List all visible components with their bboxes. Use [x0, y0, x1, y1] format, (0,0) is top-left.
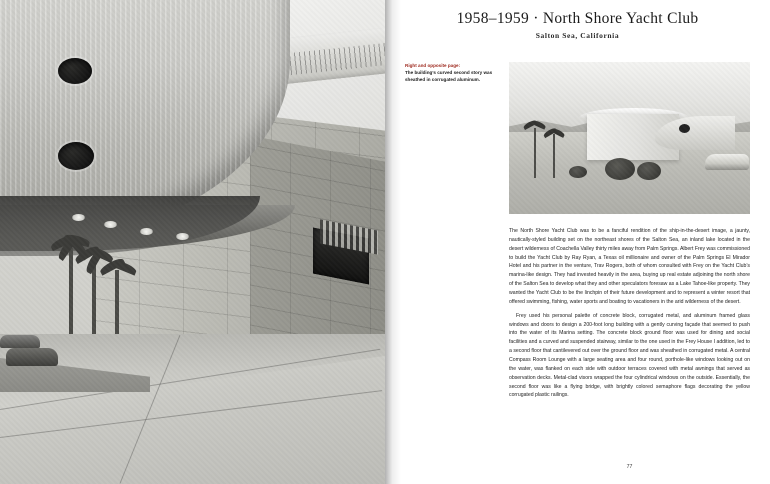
body-paragraph-2: Frey used his personal palette of concrete block, corrugated metal, and aluminum framed glass windows and doors to design a 200-foot long building with a gently curving façade that seemed to push into the water of its Marina setting. The concrete block ground floor was used for dining and social facilities and a curved and suspended stairway, similar to the one used in the Frey House I addition, led to a second floor that cantilevered out over the ground floor and was sheathed in corrugated metal. A central Compass Room Lounge with a large seating area and four round, porthole-like windows looking out on the water, was flanked on each side with outdoor terraces covered with metal awnings that served as observation decks. Metal-clad visors wrapped the four cylindrical windows on the outside. Essentially, the second floor was like a flying bridge, with brightly colored semaphore flags decorating the yellow corrugated plastic railings. [509, 312, 750, 399]
photo-porthole [679, 124, 690, 133]
soffit-downlight [140, 228, 153, 235]
photo-car [705, 154, 749, 170]
body-paragraph-1: The North Shore Yacht Club was to be a fanciful rendition of the ship-in-the-desert image, a jaunty, nautically-styled building set on the northeast shores of the Salton Sea, an inland lake located in the desert wilderness of Coachella Valley thirty miles away from Palm Springs. Albert Frey was commissioned to build the Yacht Club by Ray Ryan, a Texas oil millionaire and owner of the Palm Springs El Mirador Hotel and his partner in the venture, Trav Rogers, both of whom consulted with Frey on the Yacht Club’s marina-like design. They had invested heavily in the area, buying up real estate adjoining the north shore of the Salton Sea to develop what they and other speculators foresaw as a Lake Tahoe-like property. They wanted the Yacht Club to be the linchpin of their future development and to represent a winter resort that offered swimming, fishing, water sports and boating to vacationers in the arid wilderness of the desert. [509, 228, 750, 305]
parked-car [0, 335, 40, 348]
parked-car [6, 348, 58, 366]
caption-line-1: The building’s curved second story was [405, 70, 493, 76]
right-page [385, 0, 770, 484]
photo-shrub [637, 162, 661, 180]
body-text [509, 227, 750, 405]
soffit-downlight [104, 221, 117, 228]
soffit-downlight [176, 233, 189, 240]
caption-lead: Right and opposite page: [405, 63, 461, 68]
photo-palm-tree [547, 130, 561, 178]
porthole-window [58, 58, 92, 84]
page-subtitle: Salton Sea, California [535, 31, 620, 40]
caption-line-2: sheathed in corrugated aluminum. [405, 77, 481, 83]
photo-shrub [569, 166, 587, 178]
photo-palm-tree [527, 122, 543, 178]
photo-caption [405, 62, 493, 83]
soffit-downlight [72, 214, 85, 221]
page-title: 1958–1959 · North Shore Yacht Club [456, 10, 699, 27]
photo-shrub [605, 158, 635, 180]
page-number: 77 [626, 464, 633, 470]
porthole-window [58, 142, 94, 170]
north-shore-yacht-club-marina-photo [509, 62, 750, 214]
